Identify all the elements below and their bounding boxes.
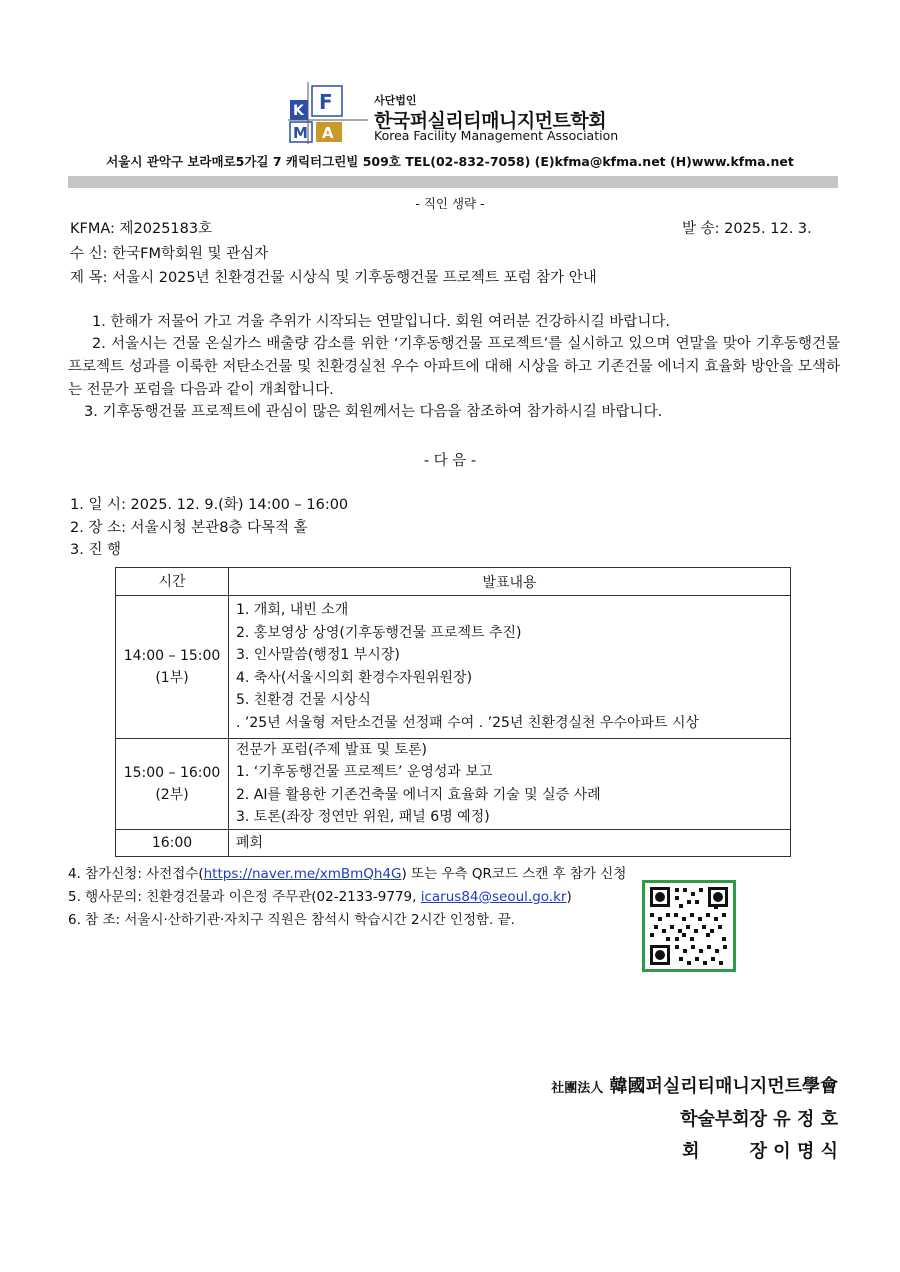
session-part: (2부) <box>155 786 189 803</box>
agenda-item: . ’25년 서울형 저탄소건물 선정패 수여 . ’25년 친환경실천 우수아파트 시상 <box>236 714 700 731</box>
session-part: (1부) <box>155 669 189 686</box>
paragraph-3: 3. 기후동행건물 프로젝트에 관심이 많은 회원께서는 다음을 참조하여 참가하시길 바랍니다. <box>84 404 663 420</box>
signature-org <box>551 1072 838 1098</box>
kfma-logo-icon <box>288 82 368 144</box>
org-address: 서울시 관악구 보라매로5가길 7 캐릭터그린빌 509호 TEL(02-832-7058) (E)kfma@kfma.net (H)www.kfma.net <box>106 154 794 169</box>
event-progress-label: 3. 진 행 <box>70 542 122 558</box>
contact-email-link[interactable]: icarus84@seoul.go.kr <box>420 889 567 905</box>
contact-tail: ) <box>566 889 572 905</box>
time-range: 16:00 <box>151 834 193 851</box>
agenda-item: 2. 홍보영상 상영(기후동행건물 프로젝트 추진) <box>236 624 522 641</box>
qr-code-icon <box>645 883 733 969</box>
registration-label: 4. 참가신청: 사전접수( <box>68 866 204 882</box>
subject: 제 목: 서울시 2025년 친환경건물 시상식 및 기후동행건물 프로젝트 포럼 참가 안내 <box>70 270 597 286</box>
recipient: 수 신: 한국FM학회원 및 관심자 <box>70 246 269 262</box>
agenda-item: 2. AI를 활용한 기존건축물 에너지 효율화 기술 및 실증 사례 <box>236 786 601 803</box>
seal-omission-note: - 직인 생략 - <box>415 196 485 211</box>
contact-info <box>68 885 572 905</box>
qr-code[interactable] <box>642 880 736 972</box>
time-range: 15:00 – 16:00 <box>123 764 221 781</box>
paragraph-1: 1. 한해가 저물어 가고 겨울 추위가 시작되는 연말입니다. 회원 여러분 건강하시길 바랍니다. <box>92 314 671 330</box>
registration-tail: ) 또는 우측 QR코드 스캔 후 참가 신청 <box>401 866 627 882</box>
details-heading: - 다 음 - <box>423 453 477 469</box>
time-cell <box>116 596 229 739</box>
content-cell <box>229 829 791 856</box>
table-header-row <box>116 568 791 596</box>
sent-date: 발 송: 2025. 12. 3. <box>682 221 812 237</box>
svg-text:K: K <box>293 103 304 119</box>
paragraph-2: 2. 서울시는 건물 온실가스 배출량 감소를 위한 ‘기후동행건물 프로젝트’를 실시하고 있으며 연말을 맞아 기후동행건물 프로젝트 성과를 이룩한 저탄소건물 및 친환경실천 우수 아파트에 대해 시상을 하고 기존건물 에너지 효율화 방안을 모색하는 전문가 포럼을 다음과 같이 개최합니다. <box>68 336 840 398</box>
signature-president: 회 장 이 명 식 <box>682 1141 838 1162</box>
svg-text:F: F <box>319 90 333 114</box>
registration-info <box>68 862 626 882</box>
table-row <box>116 738 791 829</box>
org-type-label: 사단법인 <box>374 94 417 107</box>
col-content-header: 발표내용 <box>229 568 791 596</box>
agenda-item: 5. 친환경 건물 시상식 <box>236 692 371 709</box>
table-row <box>116 596 791 739</box>
content-cell <box>229 596 791 739</box>
time-range: 14:00 – 15:00 <box>123 647 221 664</box>
header-divider <box>68 176 838 188</box>
table-row <box>116 829 791 856</box>
svg-text:M: M <box>293 124 308 142</box>
reference-note: 6. 참 조: 서울시·산하기관·자치구 직원은 참석시 학습시간 2시간 인정함. 끝. <box>68 912 515 928</box>
org-name-en: Korea Facility Management Association <box>374 128 619 143</box>
agenda-item: 폐회 <box>236 834 264 851</box>
org-logo <box>288 82 648 144</box>
agenda-item: 1. ‘기후동행건물 프로젝트’ 운영성과 보고 <box>236 764 493 781</box>
time-cell <box>116 738 229 829</box>
org-name: 한국퍼실리티매니지먼트학회 <box>374 110 607 132</box>
content-cell <box>229 738 791 829</box>
schedule-table <box>115 567 791 857</box>
agenda-item: 3. 토론(좌장 정연만 위원, 패널 6명 예정) <box>236 809 490 826</box>
agenda-item: 4. 축사(서울시의회 환경수자원위원장) <box>236 669 473 686</box>
agenda-item: 3. 인사말씀(행정1 부시장) <box>236 647 400 664</box>
signature-vice-president: 학술부회장 유 정 호 <box>680 1109 838 1130</box>
registration-link[interactable]: https://naver.me/xmBmQh4G <box>203 866 402 882</box>
event-place: 2. 장 소: 서울시청 본관8층 다목적 홀 <box>70 520 308 536</box>
signature-org-name: 韓國퍼실리티매니지먼트學會 <box>609 1076 838 1097</box>
agenda-item: 전문가 포럼(주제 발표 및 토론) <box>236 741 428 758</box>
document-number: KFMA: 제2025183호 <box>70 221 213 237</box>
time-cell <box>116 829 229 856</box>
event-datetime: 1. 일 시: 2025. 12. 9.(화) 14:00 – 16:00 <box>70 497 349 513</box>
signature-prefix: 社團法人 <box>551 1081 604 1096</box>
col-time-header: 시간 <box>116 568 229 596</box>
agenda-item: 1. 개회, 내빈 소개 <box>236 602 349 618</box>
svg-text:A: A <box>322 124 334 142</box>
contact-label: 5. 행사문의: 친환경건물과 이은정 주무관(02-2133-9779, <box>68 889 421 905</box>
